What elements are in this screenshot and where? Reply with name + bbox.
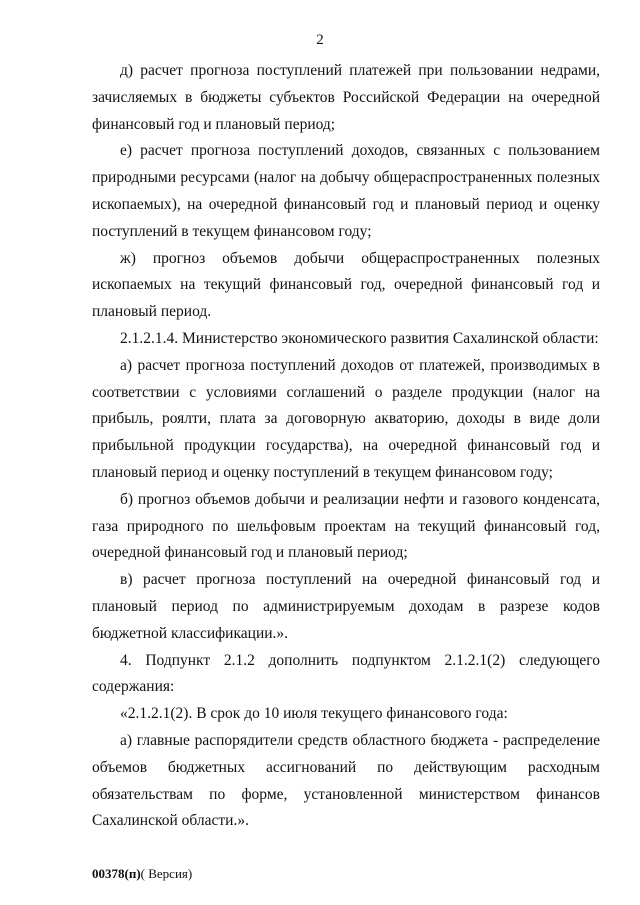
paragraph-b-oil-gas-forecast: б) прогноз объемов добычи и реализации нефти и газового конденсата, газа природного по шельфовым проектам на текущий финансовый год, очередной финансовый год и плановый период; bbox=[92, 490, 600, 562]
paragraph-e: е) расчет прогноза поступлений доходов, связанных с пользованием природными ресурсами (налог на добычу общераспространенных полезных ископаемых), на очередной финансовый год и плановый период и оценку поступлений в текущем финансовом году; bbox=[92, 142, 600, 240]
document-version: ( Версия) bbox=[140, 866, 193, 881]
paragraph-v-administered-revenue: в) расчет прогноза поступлений на очередной финансовый год и плановый период по администрируемым доходам в разрезе кодов бюджетной классификации.». bbox=[92, 571, 600, 642]
paragraph-d: д) расчет прогноза поступлений платежей при пользовании недрами, зачисляемых в бюджеты субъектов Российской Федерации на очередной финансовый год и плановый период; bbox=[92, 62, 600, 133]
paragraph-2-1-2-1-4: 2.1.2.1.4. Министерство экономического развития Сахалинской области: bbox=[120, 329, 599, 347]
paragraph-item-4: 4. Подпункт 2.1.2 дополнить подпунктом 2.1.2.1(2) следующего содержания: bbox=[92, 651, 600, 696]
paragraph-zh: ж) прогноз объемов добычи общераспространенных полезных ископаемых на текущий финансовый год, очередной финансовый год и плановый период. bbox=[92, 249, 600, 321]
document-body bbox=[92, 58, 600, 835]
paragraph-2-1-2-1-2: «2.1.2.1(2). В срок до 10 июля текущего финансового года: bbox=[120, 705, 508, 723]
document-code: 00378(п) bbox=[92, 866, 141, 881]
paragraph-a-revenue-forecast: а) расчет прогноза поступлений доходов от платежей, производимых в соответствии с условиями соглашений о разделе продукции (налог на прибыль, роялти, плата за договорную акваторию, доходы в виде доли прибыльной продукции государства), на очередной финансовый год и плановый период и оценку поступлений в текущем финансовом году; bbox=[92, 356, 600, 481]
paragraph-a-budget-allocation: а) главные распорядители средств областного бюджета - распределение объемов бюджетных ассигнований по действующим расходным обязательствам по форме, установленной министерством финансов Сахалинской области.». bbox=[92, 731, 600, 830]
footer bbox=[92, 866, 192, 882]
page-number: 2 bbox=[316, 32, 324, 48]
